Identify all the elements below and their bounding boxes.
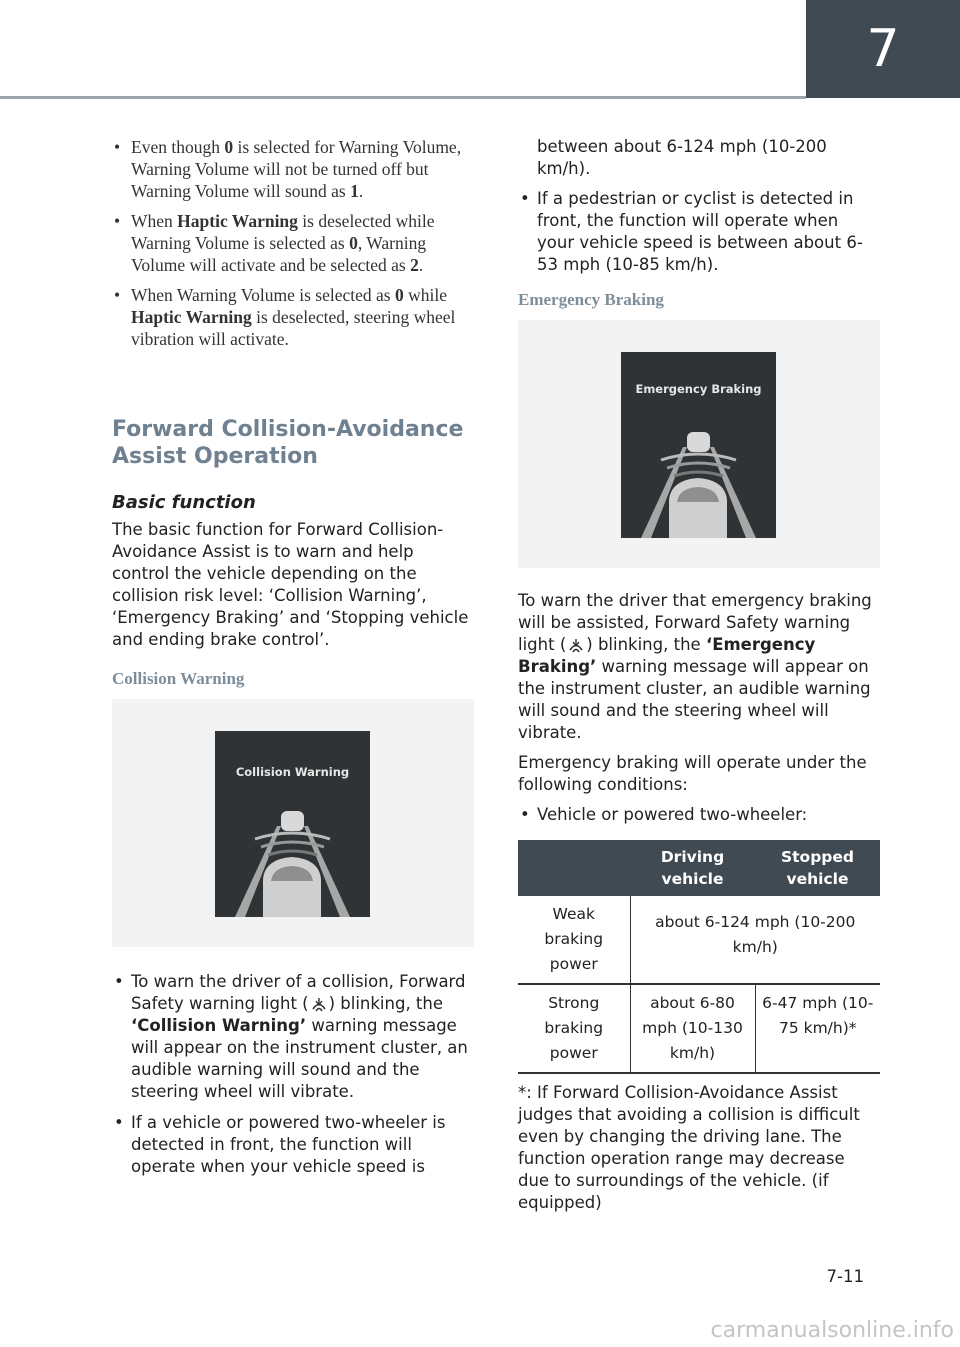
list-item: • Vehicle or powered two-wheeler: <box>518 804 880 826</box>
chapter-tab <box>806 0 960 98</box>
emergency-braking-figure <box>518 320 880 568</box>
table-cell: Strong braking power <box>518 984 630 1073</box>
pedestrian-bullets <box>518 188 880 276</box>
header-rule <box>0 96 806 99</box>
warning-volume-notes <box>112 136 470 350</box>
chapter-number: 7 <box>866 19 900 79</box>
basic-function-paragraph: The basic function for Forward Collision-Avoidance Assist is to warn and help control the vehicle depending on the collision risk level: ‘Collision Warning’, ‘Emergency Braking’ and ‘Stopping vehicle and ending brake control’. <box>112 520 469 649</box>
page-number: 7-11 <box>826 1267 864 1286</box>
cluster-screen <box>621 352 776 538</box>
table-cell: about 6-124 mph (10-200 km/h) <box>630 896 880 984</box>
cluster-screen <box>215 731 370 917</box>
conditions-bullets <box>518 804 880 826</box>
table-header <box>518 840 630 896</box>
collision-warning-heading: Collision Warning <box>112 669 245 688</box>
section-title: Forward Collision-Avoidance Assist Operation <box>112 417 464 469</box>
conditions-table <box>518 840 880 1074</box>
conditions-paragraph: Emergency braking will operate under the following conditions: <box>518 753 867 794</box>
cluster-message: Collision Warning <box>235 765 350 779</box>
list-item: • To warn the driver of a collision, Forward Safety warning light ( ) blinking, the ‘Collision Warning’ warning message will appear on the instrument cluster, an audible warning will sound and the steering wheel will vibrate. <box>112 971 470 1103</box>
table-cell: about 6-80 mph (10-130 km/h) <box>630 984 755 1073</box>
table-header-row <box>518 840 880 896</box>
forward-safety-warning-icon <box>309 997 329 1013</box>
car-illustration-icon <box>621 352 776 538</box>
table-header: Driving vehicle <box>630 840 755 896</box>
list-item: • If a vehicle or powered two-wheeler is detected in front, the function will operate when your vehicle speed is <box>112 1112 470 1178</box>
cluster-message: Emergency Braking <box>635 382 762 396</box>
right-column <box>518 136 880 1214</box>
sub-title-basic-function: Basic function <box>112 492 256 513</box>
collision-warning-figure <box>112 699 474 947</box>
table-row <box>518 896 880 984</box>
collision-warning-bullets <box>112 971 470 1178</box>
list-item: • When Warning Volume is selected as 0 while Haptic Warning is deselected, steering wheel vibration will activate. <box>112 284 470 350</box>
emergency-warning-paragraph: To warn the driver that emergency braking will be assisted, Forward Safety warning light ( ) blinking, the ‘Emergency Braking’ warning message will appear on the instrument cluster, an audible warning will sound and the steering wheel will vibrate. <box>518 591 872 742</box>
table-cell: 6-47 mph (10-75 km/h)* <box>755 984 880 1073</box>
watermark: carmanualsonline.info <box>710 1318 954 1343</box>
car-illustration-icon <box>215 731 370 917</box>
emergency-braking-heading: Emergency Braking <box>518 290 664 309</box>
table-header: Stopped vehicle <box>755 840 880 896</box>
left-column <box>112 136 470 1187</box>
footnote: *: If Forward Collision-Avoidance Assist judges that avoiding a collision is difficult even by changing the driving lane. The function operation range may decrease due to surroundings of the vehicle. (if equipped) <box>518 1083 860 1212</box>
list-item: • Even though 0 is selected for Warning Volume, Warning Volume will not be turned off but Warning Volume will sound as 1. <box>112 136 470 202</box>
forward-safety-warning-icon <box>566 638 586 654</box>
list-item: • If a pedestrian or cyclist is detected in front, the function will operate when your vehicle speed is between about 6-53 mph (10-85 km/h). <box>518 188 880 276</box>
continued-bullet-text: between about 6-124 mph (10-200 km/h). <box>537 137 827 178</box>
table-row <box>518 984 880 1073</box>
table-cell: Weak braking power <box>518 896 630 984</box>
list-item: • When Haptic Warning is deselected while Warning Volume is selected as 0, Warning Volume will activate and be selected as 2. <box>112 210 470 276</box>
